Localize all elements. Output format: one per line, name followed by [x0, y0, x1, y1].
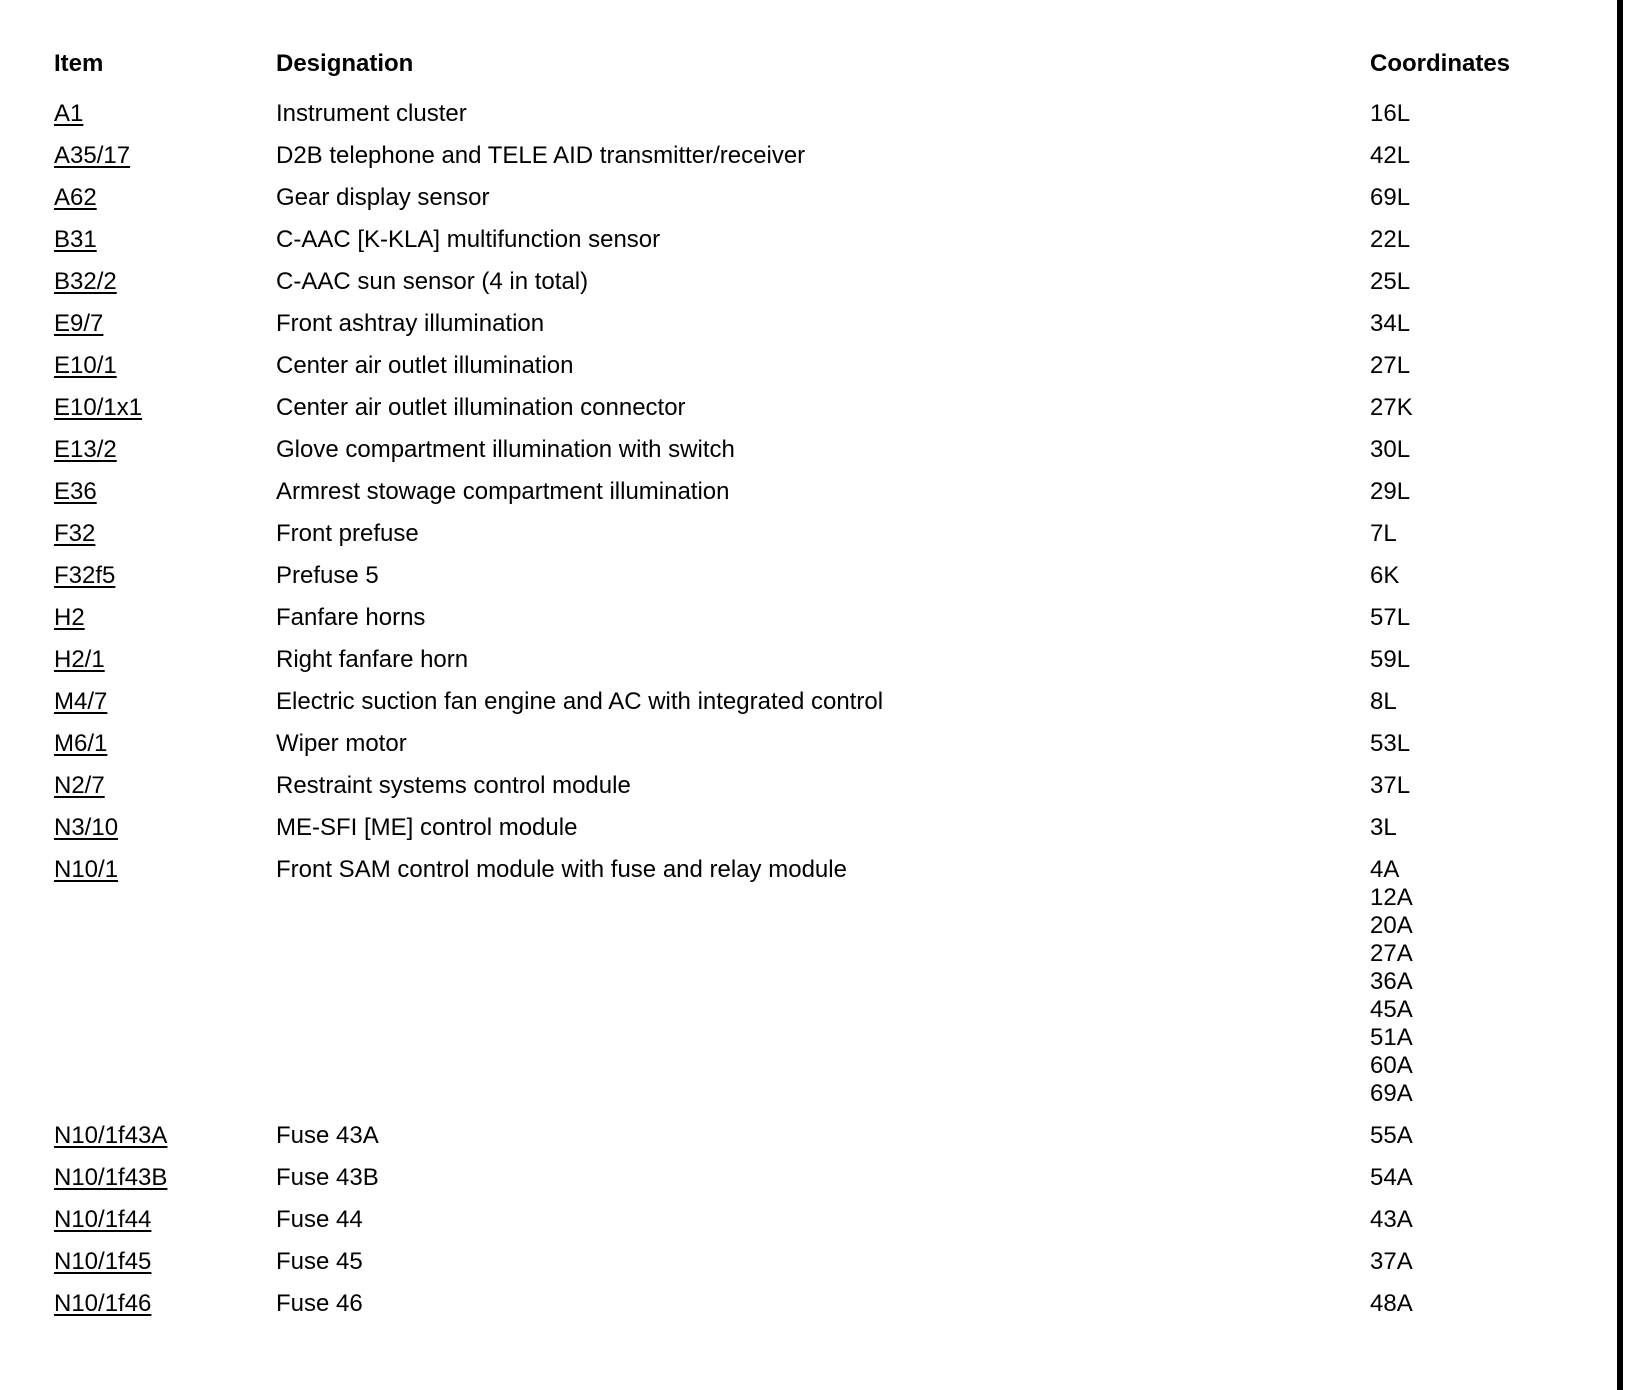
designation-cell: Restraint systems control module — [276, 772, 631, 799]
designation-cell: Fuse 43A — [276, 1122, 379, 1149]
item-cell — [54, 1241, 276, 1283]
header-coordinates: Coordinates — [1370, 50, 1511, 77]
coordinate-value: 59L — [1370, 646, 1411, 673]
item-cell — [54, 513, 276, 555]
item-link[interactable]: N10/1f43B — [54, 1164, 168, 1191]
designation-cell: Center air outlet illumination connector — [276, 394, 686, 421]
item-cell — [54, 765, 276, 807]
item-link[interactable]: H2/1 — [54, 646, 105, 673]
coordinate-value: 22L — [1370, 226, 1411, 253]
item-cell — [54, 429, 276, 471]
designation-cell: Front SAM control module with fuse and relay module — [276, 856, 847, 883]
item-link[interactable]: E36 — [54, 478, 97, 505]
coordinate-value: 45A — [1370, 996, 1413, 1023]
coordinate-value: 3L — [1370, 814, 1397, 841]
designation-cell: Fanfare horns — [276, 604, 426, 631]
table-row — [54, 471, 1570, 513]
coordinates-cell — [1370, 681, 1570, 723]
coordinates-cell — [1370, 1241, 1570, 1283]
table-row — [54, 513, 1570, 555]
coordinates-cell — [1370, 765, 1570, 807]
coordinate-value: 60A — [1370, 1052, 1413, 1079]
item-cell — [54, 471, 276, 513]
item-cell — [54, 135, 276, 177]
coordinates-cell — [1370, 639, 1570, 681]
item-link[interactable]: M4/7 — [54, 688, 108, 715]
item-link[interactable]: N3/10 — [54, 814, 119, 841]
designation-cell: Wiper motor — [276, 730, 407, 757]
coordinate-value: 51A — [1370, 1024, 1413, 1051]
coordinate-value: 7L — [1370, 520, 1397, 547]
item-link[interactable]: M6/1 — [54, 730, 108, 757]
item-cell — [54, 303, 276, 345]
coordinates-cell — [1370, 597, 1570, 639]
header-designation: Designation — [276, 50, 414, 77]
coordinates-cell — [1370, 387, 1570, 429]
item-link[interactable]: B32/2 — [54, 268, 117, 295]
coordinates-cell — [1370, 303, 1570, 345]
designation-cell: C-AAC sun sensor (4 in total) — [276, 268, 589, 295]
item-link[interactable]: F32 — [54, 520, 96, 547]
coordinates-cell — [1370, 807, 1570, 849]
item-cell — [54, 723, 276, 765]
designation-cell: Gear display sensor — [276, 184, 490, 211]
coordinates-cell — [1370, 135, 1570, 177]
coordinates-cell — [1370, 261, 1570, 303]
designation-cell: ME-SFI [ME] control module — [276, 814, 578, 841]
item-link[interactable]: E10/1x1 — [54, 394, 143, 421]
coordinates-cell — [1370, 345, 1570, 387]
item-cell — [54, 93, 276, 135]
item-link[interactable]: N2/7 — [54, 772, 105, 799]
item-cell — [54, 639, 276, 681]
table-row — [54, 387, 1570, 429]
coordinates-cell — [1370, 849, 1570, 1115]
item-link[interactable]: B31 — [54, 226, 97, 253]
item-link[interactable]: F32f5 — [54, 562, 116, 589]
coordinate-value: 30L — [1370, 436, 1411, 463]
designation-cell: Right fanfare horn — [276, 646, 469, 673]
table-row — [54, 135, 1570, 177]
coordinates-cell — [1370, 1157, 1570, 1199]
item-cell — [54, 345, 276, 387]
coordinate-value: 12A — [1370, 884, 1413, 911]
item-link[interactable]: N10/1f44 — [54, 1206, 152, 1233]
coordinate-value: 42L — [1370, 142, 1411, 169]
coordinates-cell — [1370, 219, 1570, 261]
coordinate-value: 27A — [1370, 940, 1413, 967]
table-row — [54, 1283, 1570, 1325]
item-link[interactable]: N10/1f46 — [54, 1290, 152, 1317]
item-cell — [54, 1157, 276, 1199]
designation-cell: Front ashtray illumination — [276, 310, 545, 337]
item-cell — [54, 807, 276, 849]
item-cell — [54, 1115, 276, 1157]
coordinates-cell — [1370, 723, 1570, 765]
table-row — [54, 177, 1570, 219]
item-link[interactable]: N10/1f45 — [54, 1248, 152, 1275]
table-header-row — [54, 48, 1570, 93]
designation-cell: Armrest stowage compartment illumination — [276, 478, 730, 505]
header-item: Item — [54, 50, 104, 77]
item-cell — [54, 681, 276, 723]
coordinate-value: 4A — [1370, 856, 1400, 883]
item-link[interactable]: H2 — [54, 604, 85, 631]
page-edge-rule — [1617, 0, 1623, 1390]
coordinates-cell — [1370, 1115, 1570, 1157]
table-row — [54, 429, 1570, 471]
coordinates-cell — [1370, 1199, 1570, 1241]
item-cell — [54, 849, 276, 1115]
coordinate-value: 69L — [1370, 184, 1411, 211]
table-row — [54, 723, 1570, 765]
coordinate-value: 55A — [1370, 1122, 1413, 1149]
table-row — [54, 807, 1570, 849]
designation-cell: Front prefuse — [276, 520, 419, 547]
designation-cell: C-AAC [K-KLA] multifunction sensor — [276, 226, 661, 253]
coordinate-value: 53L — [1370, 730, 1411, 757]
coordinate-value: 34L — [1370, 310, 1411, 337]
coordinates-cell — [1370, 1283, 1570, 1325]
item-link[interactable]: E10/1 — [54, 352, 117, 379]
item-link[interactable]: A62 — [54, 184, 97, 211]
coordinate-value: 6K — [1370, 562, 1400, 589]
item-cell — [54, 597, 276, 639]
table-row — [54, 345, 1570, 387]
coordinate-value: 20A — [1370, 912, 1413, 939]
component-table — [54, 48, 1570, 1325]
table-row — [54, 1115, 1570, 1157]
coordinates-cell — [1370, 93, 1570, 135]
table-row — [54, 93, 1570, 135]
table-row — [54, 681, 1570, 723]
item-cell — [54, 219, 276, 261]
item-cell — [54, 387, 276, 429]
coordinate-value: 36A — [1370, 968, 1413, 995]
item-link[interactable]: N10/1 — [54, 856, 119, 883]
coordinates-cell — [1370, 471, 1570, 513]
table-row — [54, 765, 1570, 807]
designation-cell: Fuse 46 — [276, 1290, 363, 1317]
table-row — [54, 639, 1570, 681]
designation-cell: D2B telephone and TELE AID transmitter/receiver — [276, 142, 806, 169]
item-link[interactable]: A35/17 — [54, 142, 131, 169]
coordinate-value: 25L — [1370, 268, 1411, 295]
coordinate-value: 69A — [1370, 1080, 1413, 1107]
table-row — [54, 303, 1570, 345]
item-link[interactable]: E13/2 — [54, 436, 117, 463]
designation-cell: Instrument cluster — [276, 100, 467, 127]
item-link[interactable]: N10/1f43A — [54, 1122, 168, 1149]
designation-cell: Fuse 45 — [276, 1248, 363, 1275]
coordinate-value: 57L — [1370, 604, 1411, 631]
item-cell — [54, 555, 276, 597]
table-row — [54, 261, 1570, 303]
coordinate-value: 37A — [1370, 1248, 1413, 1275]
designation-cell: Fuse 43B — [276, 1164, 379, 1191]
item-cell — [54, 261, 276, 303]
table-row — [54, 1157, 1570, 1199]
table-row — [54, 1241, 1570, 1283]
item-cell — [54, 177, 276, 219]
table-body — [54, 93, 1570, 1325]
designation-cell: Center air outlet illumination — [276, 352, 574, 379]
item-link[interactable]: A1 — [54, 100, 84, 127]
designation-cell: Prefuse 5 — [276, 562, 379, 589]
coordinate-value: 27K — [1370, 394, 1413, 421]
table-row — [54, 219, 1570, 261]
coordinates-cell — [1370, 513, 1570, 555]
designation-cell: Fuse 44 — [276, 1206, 363, 1233]
coordinate-value: 16L — [1370, 100, 1411, 127]
table-row — [54, 1199, 1570, 1241]
table-row — [54, 597, 1570, 639]
item-cell — [54, 1283, 276, 1325]
coordinate-value: 48A — [1370, 1290, 1413, 1317]
item-link[interactable]: E9/7 — [54, 310, 104, 337]
coordinate-value: 54A — [1370, 1164, 1413, 1191]
coordinate-value: 29L — [1370, 478, 1411, 505]
coordinate-value: 8L — [1370, 688, 1397, 715]
coordinates-cell — [1370, 429, 1570, 471]
item-cell — [54, 1199, 276, 1241]
table-row — [54, 555, 1570, 597]
coordinate-value: 43A — [1370, 1206, 1413, 1233]
coordinates-cell — [1370, 555, 1570, 597]
coordinate-value: 37L — [1370, 772, 1411, 799]
coordinate-value: 27L — [1370, 352, 1411, 379]
table-row — [54, 849, 1570, 1115]
designation-cell: Electric suction fan engine and AC with integrated control — [276, 688, 884, 715]
designation-cell: Glove compartment illumination with switch — [276, 436, 735, 463]
coordinates-cell — [1370, 177, 1570, 219]
